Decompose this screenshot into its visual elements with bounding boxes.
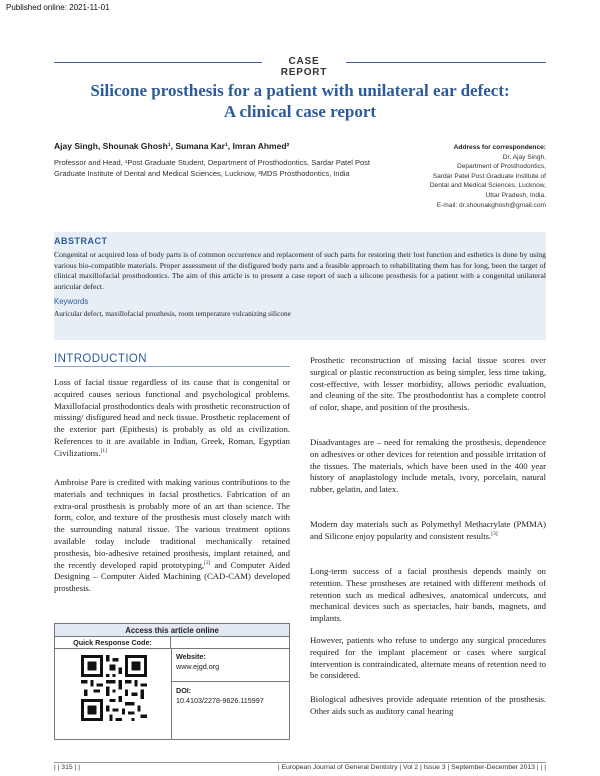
correspondence-line: Uttar Pradesh, India.	[485, 191, 546, 199]
section-rule-left	[54, 62, 262, 63]
footer-rule	[54, 762, 546, 763]
section-label: CASE REPORT	[280, 56, 328, 78]
abstract-text: Congenital or acquired loss of body parts is of common occurrence and replacement of such parts for restoring their lost function and esthetics is done by using various bio-compatible materials. Proper assessment of the disfigured body parts and a feasible approach to rehabilitating them has for long, been the target of clinical maxillofacial prosthodontics. The aim of this article is to present a case report of such a silicone prosthesis for a patient with a congenital unilateral auricular defect.	[54, 250, 546, 291]
paragraph-text: and Computer Aided Designing – Computer Aided Machining (CAD-CAM) developed prosthesis.	[54, 559, 290, 594]
published-date: Published online: 2021-11-01	[6, 3, 110, 12]
qr-code-icon[interactable]	[81, 655, 147, 721]
right-paragraph-4: Long-term success of a facial prosthesis depends mainly on retention. These prostheses are retained with different methods of retention such as medical adhesives, anatomical undercuts, and mechanical devices such as spectacles, hair bands, magnets, and implants.	[310, 566, 546, 624]
page-number: | | 315 | |	[54, 764, 80, 771]
correspondence-email[interactable]: E-mail: dr.shounakghosh@gmail.com	[436, 201, 546, 209]
citation-ref[interactable]: [2]	[204, 559, 211, 566]
keywords-title: Keywords	[54, 297, 89, 306]
access-box-header: Access this article online	[55, 624, 289, 637]
website-label: Website:	[176, 652, 206, 661]
right-paragraph-6: Biological adhesives provide adequate retention of the prosthesis. Other aids such as auditory canal hearing	[310, 694, 546, 716]
access-article-box	[54, 623, 290, 740]
qr-code-label: Quick Response Code:	[55, 637, 171, 649]
right-paragraph-2: Disadvantages are – need for remaking the prosthesis, dependence on adhesives or other devices for retention and possible irritation of the tissues. The materials, which have been used in the 400 year history of anaplastology include metals, ivory, porcelain, natural rubber, gelatin, and latex.	[310, 437, 546, 495]
abstract-title: ABSTRACT	[54, 236, 108, 246]
right-paragraph-5: However, patients who refuse to undergo any surgical procedures required for the implant placement or cases where surgical intervention is contraindicated, alternate means of retention need to be considered.	[310, 635, 546, 681]
section-label-row	[54, 56, 546, 78]
introduction-heading: INTRODUCTION	[54, 353, 147, 365]
authors: Ajay Singh, Shounak Ghosh¹, Sumana Kar¹, Imran Ahmed²	[54, 141, 290, 151]
article-title	[54, 80, 546, 122]
paragraph-text: Ambroise Pare is credited with making various contributions to the materials and techniques in facial prosthetics. Fabrication of an extra-oral prosthesis is probably more of an art than science. The form, color, and texture of the prosthesis must closely match with the surrounding natural tissue. The various treatment options available today include traditional mechanically retained prosthesis, bio-adhesive retained prosthesis, implant retained, and the recently developed rapid prototyping,	[54, 477, 290, 570]
access-subheader-right	[171, 637, 289, 649]
journal-footer: | European Journal of General Dentistry | Vol 2 | Issue 3 | September-December 2013 | | |	[277, 764, 546, 771]
citation-ref[interactable]: [3]	[491, 530, 498, 537]
correspondence-line: Sardar Patel Post Graduate Institute of	[432, 172, 546, 180]
website-link[interactable]: www.ejgd.org	[176, 662, 220, 671]
keywords-text: Auricular defect, maxillofacial prosthesis, room temperature vulcanizing silicone	[54, 309, 291, 318]
doi-link[interactable]: 10.4103/2278-9626.115997	[176, 696, 264, 705]
website-divider	[172, 681, 289, 682]
title-line-1: Silicone prosthesis for a patient with unilateral ear defect:	[90, 81, 510, 100]
correspondence-line: Dr. Ajay Singh,	[502, 153, 546, 161]
title-line-2: A clinical case report	[223, 102, 377, 121]
correspondence-line: Department of Prosthodontics,	[456, 163, 546, 171]
paragraph-text: Modern day materials such as Polymethyl Methacrylate (PMMA) and Silicone enjoy popularity and consistent results.	[310, 519, 546, 541]
correspondence-heading: Address for correspondence:	[453, 144, 546, 151]
paragraph-text: Loss of facial tissue regardless of its cause that is congenital or acquired causes serious functional and psychological problems. Maxillofacial prosthodontics deals with prosthetic reconstruction of missing/ disfigured head and neck tissue. Prosthetic replacement of the exterior part (Epithesis) is probably as old as civilization. References to it are available in Indian, Greek, Roman, Egyptian Civilizations.	[54, 377, 290, 458]
affiliations: Professor and Head, ¹Post Graduate Student, Department of Prosthodontics, Sardar Patel Post Graduate Institute of Dental and Medical Sciences, Lucknow, ²MDS Prosthodontics, India	[54, 158, 371, 178]
left-paragraph-2	[54, 477, 290, 595]
correspondence-line: Dental and Medical Sciences, Lucknow,	[429, 182, 546, 190]
right-paragraph-1: Prosthetic reconstruction of missing facial tissue scores over surgical or plastic reconstruction as being simpler, less time taking, cost-effective, with lesser morbidity, allows periodic evaluation, and cleaning of the site. The prosthodontist has a complete control of color, shape, and position of the prosthesis.	[310, 355, 546, 413]
right-paragraph-3	[310, 519, 546, 543]
section-rule-right	[346, 62, 546, 63]
access-box-divider	[171, 649, 172, 739]
introduction-rule	[54, 366, 290, 367]
citation-ref[interactable]: [1]	[100, 447, 107, 454]
doi-label: DOI:	[176, 686, 192, 695]
correspondence-block	[386, 143, 546, 210]
left-paragraph-1	[54, 377, 290, 460]
